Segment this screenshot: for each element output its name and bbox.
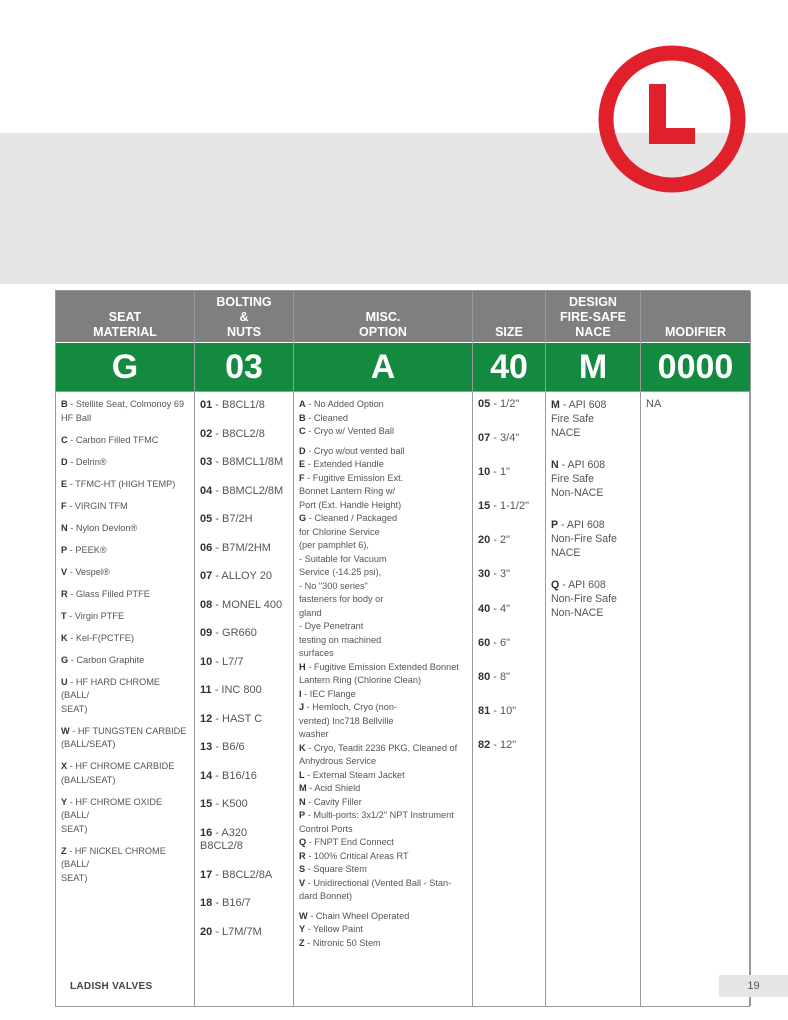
header-line: NACE bbox=[575, 325, 611, 339]
header-design bbox=[546, 291, 640, 343]
column-bolting-nuts bbox=[195, 291, 294, 1006]
option-code: Y bbox=[61, 796, 68, 807]
list-item: P - PEEK® bbox=[61, 544, 107, 555]
option-label: NA bbox=[646, 398, 662, 410]
option-code: D bbox=[299, 445, 306, 456]
option-label: Fugitive Emission Ext. Bonnet Lantern Ring w/ Port (Ext. Handle Height) bbox=[299, 472, 404, 510]
list-item: G - Carbon Graphite bbox=[61, 654, 145, 665]
option-label: Cleaned bbox=[313, 412, 349, 423]
option-label: Fugitive Emission Extended Bonnet Lantern Ring (Chlorine Clean) bbox=[299, 661, 459, 685]
list-item: A - No Added Option bbox=[299, 399, 384, 409]
list-item: E - Extended Handle bbox=[299, 459, 384, 469]
option-code: E bbox=[61, 478, 68, 489]
list-item: 17 - B8CL2/8A bbox=[200, 868, 273, 881]
option-label: B7M/2HM bbox=[222, 541, 271, 554]
list-item: D - Cryo w/out vented ball bbox=[299, 445, 405, 456]
option-code: P bbox=[299, 810, 306, 820]
option-code: H bbox=[299, 661, 306, 672]
option-code: C bbox=[299, 426, 306, 436]
header-line: & bbox=[239, 310, 249, 324]
option-code: Q bbox=[299, 837, 307, 847]
option-label: Cleaned / Packaged for Chlorine Service (per pamphlet 6), - Suitable for Vacuum Service (-14.25 psi), - No "300 series" fasteners for body or gland - Dye Penetrant testing on machined surfaces bbox=[299, 513, 398, 658]
list-item: 10 - L7/7 bbox=[200, 655, 244, 668]
list-item: M - Acid Shield bbox=[299, 783, 361, 793]
option-label: Acid Shield bbox=[314, 783, 361, 793]
option-label: 3/4" bbox=[500, 432, 520, 445]
list-item: S - Square Stem bbox=[299, 864, 367, 874]
option-code: 05 bbox=[478, 398, 491, 410]
list-item: 05 - 1/2" bbox=[478, 398, 520, 410]
options-seat-material bbox=[56, 392, 194, 885]
option-label: Unidirectional (Vented Ball - Stan- dard Bonnet) bbox=[299, 877, 452, 901]
option-code: 09 bbox=[200, 627, 213, 639]
code-bolting-nuts: 03 bbox=[195, 343, 293, 392]
option-code: 10 bbox=[478, 466, 491, 479]
list-item: G - Cleaned / Packaged for Chlorine Service (per pamphlet 6), - Suitable for Vacuum Service (-14.25 psi), - No "300 series" fasteners for body or gland - Dye Penetrant testing on machined surfaces bbox=[299, 513, 398, 658]
list-item: 12 - HAST C bbox=[200, 712, 263, 725]
options-design bbox=[546, 392, 640, 620]
option-label: 1" bbox=[500, 466, 511, 479]
option-code: X bbox=[61, 761, 68, 771]
option-code: 08 bbox=[200, 598, 213, 611]
option-label: Vespel® bbox=[75, 566, 110, 577]
option-code: F bbox=[299, 472, 305, 483]
list-item: Z - HF NICKEL CHROME (BALL/ SEAT) bbox=[61, 845, 166, 883]
option-code: 60 bbox=[478, 636, 491, 649]
option-label: B16/16 bbox=[222, 769, 257, 782]
option-code: I bbox=[299, 688, 302, 699]
option-code: G bbox=[61, 654, 69, 665]
option-code: 05 bbox=[200, 513, 213, 525]
option-code: W bbox=[61, 725, 70, 736]
options-bolting-nuts bbox=[195, 392, 293, 939]
list-item: R - 100% Critical Areas RT bbox=[299, 850, 409, 861]
option-label: Extended Handle bbox=[313, 459, 384, 469]
list-item: D - Delrin® bbox=[61, 456, 107, 467]
valve-code-table bbox=[55, 290, 750, 1007]
list-item: P - API 608 Non-Fire Safe NACE bbox=[551, 519, 617, 559]
option-label: FNPT End Connect bbox=[314, 837, 394, 847]
option-code: W bbox=[299, 910, 308, 921]
list-item: 03 - B8MCL1/8M bbox=[200, 456, 284, 468]
option-label: 8" bbox=[500, 670, 511, 683]
list-item: N - Cavity Filler bbox=[299, 796, 362, 807]
option-label: Cryo, Teadit 2236 PKG, Cleaned of Anhydrous Service bbox=[299, 742, 458, 766]
list-item: 60 - 6" bbox=[478, 636, 511, 649]
option-label: 1/2" bbox=[500, 398, 520, 410]
option-label: TFMC-HT (HIGH TEMP) bbox=[75, 478, 176, 489]
header-line: MISC. bbox=[365, 310, 401, 324]
option-code: U bbox=[61, 676, 68, 687]
list-item: N - Nylon Devlon® bbox=[61, 522, 138, 533]
list-item: V - Vespel® bbox=[61, 566, 110, 577]
option-code: J bbox=[299, 702, 305, 712]
option-code: V bbox=[61, 566, 68, 577]
option-code: K bbox=[299, 742, 306, 753]
option-label: Multi-ports: 3x1/2" NPT Instrument Control Ports bbox=[299, 810, 454, 834]
list-item: 20 - L7M/7M bbox=[200, 925, 262, 938]
list-item: 15 - 1-1/2" bbox=[478, 500, 530, 513]
option-code: 30 bbox=[478, 568, 491, 581]
list-item: 01 - B8CL1/8 bbox=[200, 399, 265, 411]
option-code: 16 bbox=[200, 826, 213, 839]
header-bolting-nuts bbox=[195, 291, 293, 343]
option-code: 80 bbox=[478, 670, 491, 683]
header-misc-option bbox=[294, 291, 472, 343]
column-design bbox=[546, 291, 641, 1006]
option-label: API 608 Fire Safe Non-NACE bbox=[551, 459, 606, 499]
list-item bbox=[646, 398, 746, 412]
option-label: ALLOY 20 bbox=[221, 570, 272, 582]
header-line: OPTION bbox=[359, 325, 407, 339]
option-code: D bbox=[61, 456, 68, 467]
list-item: C - Cryo w/ Vented Ball bbox=[299, 426, 394, 436]
option-label: Carbon Graphite bbox=[76, 654, 145, 665]
list-item: 18 - B16/7 bbox=[200, 897, 251, 909]
option-code: T bbox=[61, 610, 67, 621]
list-item: B - Stellite Seat, Colmonoy 69 HF Ball bbox=[61, 399, 185, 423]
header-line: MATERIAL bbox=[93, 325, 157, 339]
option-code: 15 bbox=[478, 500, 491, 513]
header-line: SIZE bbox=[495, 325, 523, 339]
option-label: API 608 Non-Fire Safe Non-NACE bbox=[551, 579, 617, 619]
list-item: K - Kel-F(PCTFE) bbox=[61, 632, 134, 643]
list-item: 14 - B16/16 bbox=[200, 769, 257, 782]
option-label: HF TUNGSTEN CARBIDE (BALL/SEAT) bbox=[61, 725, 187, 749]
list-item: U - HF HARD CHROME (BALL/ SEAT) bbox=[61, 676, 161, 714]
option-code: 07 bbox=[200, 570, 213, 582]
option-label: K500 bbox=[222, 798, 248, 810]
page-number: 19 bbox=[719, 975, 788, 997]
option-code: G bbox=[299, 513, 307, 523]
option-label: Cavity Filler bbox=[313, 796, 362, 807]
options-misc-option bbox=[294, 392, 472, 950]
option-label: Yellow Paint bbox=[313, 924, 363, 934]
option-code: 03 bbox=[200, 456, 213, 468]
option-code: Z bbox=[61, 845, 67, 856]
column-misc-option bbox=[294, 291, 473, 1006]
option-code: M bbox=[551, 399, 560, 411]
option-label: Cryo w/out vented ball bbox=[313, 445, 405, 456]
list-item: 05 - B7/2H bbox=[200, 513, 253, 525]
option-code: R bbox=[299, 850, 306, 861]
list-item: 07 - 3/4" bbox=[478, 432, 520, 445]
option-code: V bbox=[299, 877, 306, 888]
list-item: X - HF CHROME CARBIDE (BALL/SEAT) bbox=[61, 761, 175, 785]
footer-brand: LADISH VALVES bbox=[70, 981, 153, 992]
option-code: 81 bbox=[478, 704, 491, 717]
list-item: Q - API 608 Non-Fire Safe Non-NACE bbox=[551, 579, 617, 619]
option-code: 02 bbox=[200, 427, 213, 440]
option-label: GR660 bbox=[222, 627, 257, 639]
list-item: P - Multi-ports: 3x1/2" NPT Instrument Control Ports bbox=[299, 810, 454, 834]
list-item: M - API 608 Fire Safe NACE bbox=[551, 399, 607, 439]
header-seat-material bbox=[56, 291, 194, 343]
option-code: B bbox=[299, 412, 306, 423]
option-label: Nitronic 50 Stem bbox=[312, 937, 381, 948]
option-label: API 608 Non-Fire Safe NACE bbox=[551, 519, 617, 559]
option-label: HF CHROME OXIDE (BALL/ SEAT) bbox=[61, 796, 163, 834]
column-seat-material bbox=[56, 291, 195, 1006]
option-label: B16/7 bbox=[222, 897, 251, 909]
list-item: V - Unidirectional (Vented Ball - Stan- dard Bonnet) bbox=[299, 877, 452, 901]
list-item: F - VIRGIN TFM bbox=[61, 500, 128, 511]
option-label: Cryo w/ Vented Ball bbox=[313, 426, 394, 436]
option-code: B bbox=[61, 399, 68, 409]
option-label: HF NICKEL CHROME (BALL/ SEAT) bbox=[61, 845, 166, 883]
option-label: 1-1/2" bbox=[500, 500, 530, 513]
option-label: External Steam Jacket bbox=[312, 769, 405, 780]
option-label: VIRGIN TFM bbox=[74, 500, 128, 511]
option-label: Virgin PTFE bbox=[74, 610, 125, 621]
list-item: Q - FNPT End Connect bbox=[299, 837, 394, 847]
list-item: R - Glass Filled PTFE bbox=[61, 588, 150, 599]
option-code: A bbox=[299, 399, 306, 409]
option-code: 07 bbox=[478, 432, 491, 445]
list-item: L - External Steam Jacket bbox=[299, 769, 405, 780]
option-code: 12 bbox=[200, 712, 213, 725]
list-item: 06 - B7M/2HM bbox=[200, 541, 271, 554]
option-label: B7/2H bbox=[222, 513, 253, 525]
option-code: 15 bbox=[200, 798, 213, 810]
list-item: N - API 608 Fire Safe Non-NACE bbox=[551, 459, 606, 499]
option-label: B8CL1/8 bbox=[222, 399, 265, 411]
list-item: K - Cryo, Teadit 2236 PKG, Cleaned of Anhydrous Service bbox=[299, 742, 458, 766]
option-label: Delrin® bbox=[75, 456, 107, 467]
option-label: Nylon Devlon® bbox=[75, 522, 138, 533]
list-item: 80 - 8" bbox=[478, 670, 511, 683]
option-label: B8CL2/8 bbox=[222, 427, 265, 440]
option-code: N bbox=[61, 522, 68, 533]
option-code: 20 bbox=[478, 534, 491, 547]
list-item: H - Fugitive Emission Extended Bonnet Lantern Ring (Chlorine Clean) bbox=[299, 661, 459, 685]
option-label: 6" bbox=[500, 636, 511, 649]
option-label: Stellite Seat, Colmonoy 69 HF Ball bbox=[61, 399, 185, 423]
list-item: 30 - 3" bbox=[478, 568, 511, 581]
option-code: N bbox=[551, 459, 559, 471]
option-code: Q bbox=[551, 579, 560, 591]
header-line: MODIFIER bbox=[664, 325, 727, 339]
option-code: 10 bbox=[200, 655, 213, 668]
header-size bbox=[473, 291, 545, 343]
list-item: I - IEC Flange bbox=[299, 688, 356, 699]
option-code: 40 bbox=[478, 602, 491, 615]
list-item: E - TFMC-HT (HIGH TEMP) bbox=[61, 478, 176, 489]
option-code: N bbox=[299, 796, 306, 807]
option-label: A320 B8CL2/8 bbox=[200, 826, 248, 852]
option-code: 14 bbox=[200, 769, 213, 782]
option-label: HF CHROME CARBIDE (BALL/SEAT) bbox=[61, 761, 175, 785]
option-code: 01 bbox=[200, 399, 213, 411]
option-label: INC 800 bbox=[221, 684, 262, 696]
option-code: S bbox=[299, 864, 306, 874]
option-code: 18 bbox=[200, 897, 213, 909]
option-code: P bbox=[551, 519, 559, 531]
header-line: NUTS bbox=[226, 325, 262, 339]
option-code: 82 bbox=[478, 738, 491, 751]
option-code: P bbox=[61, 544, 68, 555]
option-label: 2" bbox=[500, 534, 511, 547]
list-item: 11 - INC 800 bbox=[200, 684, 262, 696]
list-item: 02 - B8CL2/8 bbox=[200, 427, 265, 440]
header-line: BOLTING bbox=[216, 295, 272, 309]
option-code: Y bbox=[299, 924, 306, 934]
option-code: 06 bbox=[200, 541, 213, 554]
options-modifier bbox=[641, 392, 750, 412]
list-item: J - Hemloch, Cryo (non- vented) Inc718 Bellville washer bbox=[299, 702, 398, 739]
column-size bbox=[473, 291, 546, 1006]
column-modifier bbox=[641, 291, 751, 1006]
code-modifier: 0000 bbox=[641, 343, 750, 392]
list-item: 16 - A320 B8CL2/8 bbox=[200, 826, 248, 852]
list-item: 08 - MONEL 400 bbox=[200, 598, 283, 611]
option-code: L bbox=[299, 769, 305, 780]
ladish-logo-icon bbox=[597, 44, 747, 194]
option-label: PEEK® bbox=[75, 544, 107, 555]
option-code: 04 bbox=[200, 484, 213, 497]
option-label: 12" bbox=[500, 738, 517, 751]
options-size bbox=[473, 392, 545, 752]
list-item: C - Carbon Filled TFMC bbox=[61, 434, 159, 445]
option-code: R bbox=[61, 588, 68, 599]
list-item: F - Fugitive Emission Ext. Bonnet Lantern Ring w/ Port (Ext. Handle Height) bbox=[299, 472, 404, 510]
header-line: FIRE-SAFE bbox=[560, 310, 626, 324]
option-label: API 608 Fire Safe NACE bbox=[551, 399, 607, 439]
list-item: 10 - 1" bbox=[478, 466, 511, 479]
header-modifier bbox=[641, 291, 750, 343]
list-item: 15 - K500 bbox=[200, 798, 248, 810]
header-line: SEAT bbox=[108, 310, 142, 324]
option-code: K bbox=[61, 632, 68, 643]
list-item: 40 - 4" bbox=[478, 602, 511, 615]
option-label: L7/7 bbox=[222, 655, 244, 668]
option-code: M bbox=[299, 783, 307, 793]
list-item: W - Chain Wheel Operated bbox=[299, 910, 410, 921]
option-code: C bbox=[61, 434, 68, 445]
option-label: HF HARD CHROME (BALL/ SEAT) bbox=[61, 676, 161, 714]
option-label: B6/6 bbox=[222, 741, 245, 753]
option-label: B8CL2/8A bbox=[222, 868, 273, 881]
option-label: Glass Filled PTFE bbox=[75, 588, 150, 599]
option-label: 10" bbox=[500, 704, 517, 717]
option-label: L7M/7M bbox=[222, 925, 262, 938]
code-seat-material: G bbox=[56, 343, 194, 392]
option-code: 20 bbox=[200, 925, 213, 938]
option-code: 13 bbox=[200, 741, 213, 753]
option-code: 17 bbox=[200, 868, 213, 881]
list-item: 82 - 12" bbox=[478, 738, 517, 751]
option-label: 4" bbox=[500, 602, 511, 615]
list-item: 09 - GR660 bbox=[200, 627, 257, 639]
list-item: Y - Yellow Paint bbox=[299, 924, 363, 934]
list-item: W - HF TUNGSTEN CARBIDE (BALL/SEAT) bbox=[61, 725, 187, 749]
option-label: B8MCL2/8M bbox=[222, 484, 284, 497]
option-label: Square Stem bbox=[313, 864, 367, 874]
option-code: F bbox=[61, 500, 67, 511]
option-label: B8MCL1/8M bbox=[222, 456, 284, 468]
option-label: Kel-F(PCTFE) bbox=[75, 632, 134, 643]
option-label: MONEL 400 bbox=[222, 598, 283, 611]
header-line: DESIGN bbox=[569, 295, 617, 309]
list-item: Z - Nitronic 50 Stem bbox=[299, 937, 381, 948]
option-code: 11 bbox=[200, 684, 212, 696]
list-item: T - Virgin PTFE bbox=[61, 610, 125, 621]
option-label: Hemloch, Cryo (non- vented) Inc718 Bellville washer bbox=[299, 702, 398, 739]
list-item: 20 - 2" bbox=[478, 534, 511, 547]
option-label: 3" bbox=[500, 568, 511, 581]
list-item: 07 - ALLOY 20 bbox=[200, 570, 272, 582]
option-label: Carbon Filled TFMC bbox=[75, 434, 159, 445]
option-label: Chain Wheel Operated bbox=[315, 910, 410, 921]
list-item: 13 - B6/6 bbox=[200, 741, 245, 753]
list-item: 81 - 10" bbox=[478, 704, 517, 717]
option-code: E bbox=[299, 459, 306, 469]
option-label: 100% Critical Areas RT bbox=[313, 850, 409, 861]
option-label: IEC Flange bbox=[309, 688, 356, 699]
option-label: HAST C bbox=[222, 712, 263, 725]
code-size: 40 bbox=[473, 343, 545, 392]
option-label: No Added Option bbox=[313, 399, 384, 409]
code-misc-option: A bbox=[294, 343, 472, 392]
option-code: Z bbox=[299, 937, 305, 948]
list-item: 04 - B8MCL2/8M bbox=[200, 484, 284, 497]
code-design: M bbox=[546, 343, 640, 392]
list-item: Y - HF CHROME OXIDE (BALL/ SEAT) bbox=[61, 796, 163, 834]
list-item: B - Cleaned bbox=[299, 412, 349, 423]
